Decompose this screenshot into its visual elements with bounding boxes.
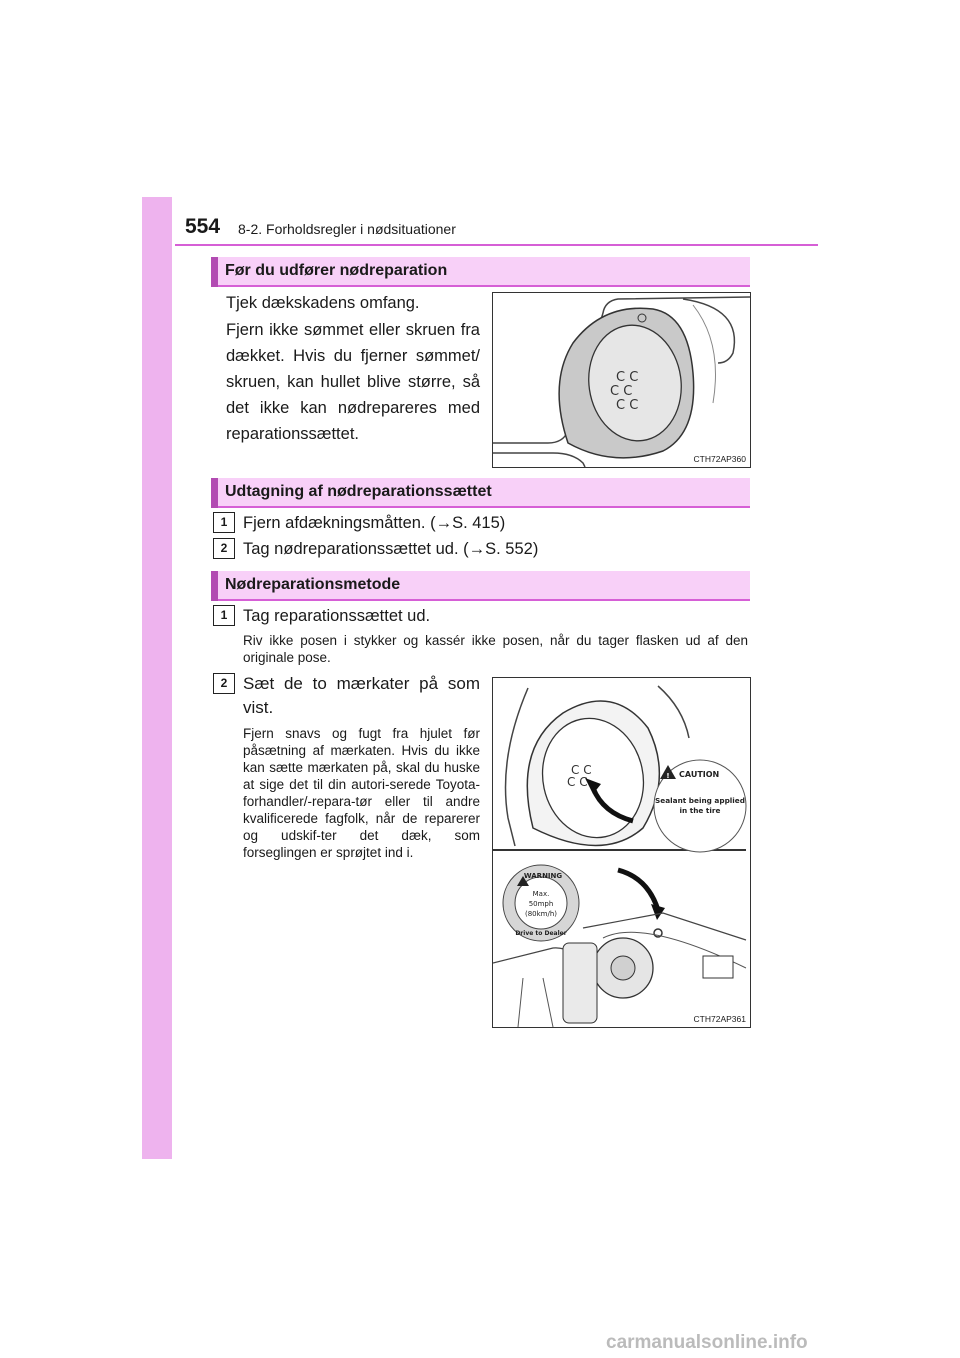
watermark: carmanualsonline.info	[606, 1332, 808, 1353]
chapter-title: 8-2. Forholdsregler i nødsituationer	[238, 221, 456, 237]
body-text: Fjern ikke sømmet eller skruen fra dækket. Hvis du fjerner sømmet/ skruen, kan hullet blive større, så det ikke kan nødrepareres med reparationssættet.	[226, 321, 480, 443]
step-text: Fjern afdækningsmåtten. (→S. 415)	[243, 514, 506, 532]
warning-line: Max.	[532, 890, 550, 898]
figure-code: CTH72AP361	[693, 1014, 746, 1024]
svg-text:C C: C C	[616, 398, 639, 413]
figure-code: CTH72AP360	[693, 454, 746, 464]
svg-text:C C: C C	[610, 384, 633, 399]
caution-line: Sealant being applied	[655, 796, 745, 805]
side-tab-bar	[142, 197, 172, 1159]
section-title: Udtagning af nødreparationssættet	[225, 483, 492, 500]
step-text: Sæt de to mærkater på som vist.	[243, 674, 480, 717]
header-rule	[175, 244, 818, 246]
svg-text:!: !	[666, 772, 670, 780]
step-note: Riv ikke posen i stykker og kassér ikke posen, når du tager flasken ud af den originale pose.	[243, 633, 748, 665]
sticker-illustration	[493, 678, 750, 1027]
step-number-box: 2	[213, 673, 235, 694]
intro-text: Tjek dækskadens omfang.	[226, 294, 420, 312]
caution-title: CAUTION	[679, 770, 720, 779]
step-number-box: 2	[213, 538, 235, 559]
section-heading-before-repair	[211, 257, 750, 287]
svg-text:C C: C C	[567, 775, 588, 789]
page-number: 554	[185, 215, 221, 238]
warning-title: WARNING	[523, 872, 563, 880]
caution-line: in the tire	[679, 806, 721, 815]
figure-spare-tire	[492, 292, 751, 468]
step-text: Tag nødreparationssættet ud. (→S. 552)	[243, 540, 539, 558]
section-title: Før du udfører nødreparation	[225, 262, 448, 279]
svg-text:C C: C C	[571, 763, 592, 777]
warning-line: (80km/h)	[524, 910, 558, 918]
step-number-box: 1	[213, 512, 235, 533]
step-number-box: 1	[213, 605, 235, 626]
warning-line: 50mph	[528, 900, 554, 908]
warning-footer: Drive to Dealer	[515, 930, 567, 937]
tire-illustration	[493, 293, 750, 467]
step-note: Fjern snavs og fugt fra hjulet før påsætning af mærkaten. Hvis du ikke kan sætte mærkaten på, skal du huske at sige det til din autori-serede Toyota-forhandler/-repara-tør eller til andre kvalificerede fagfolk, når de reparerer og udskif-ter det dæk, som forseglingen er sprøjtet ind i.	[243, 726, 480, 860]
section-title: Nødreparationsmetode	[225, 576, 401, 593]
figure-sticker-placement	[492, 677, 751, 1028]
section-heading-remove-kit	[211, 478, 750, 508]
svg-text:C C: C C	[616, 370, 639, 385]
section-heading-repair-method	[211, 571, 750, 601]
step-text: Tag reparationssættet ud.	[243, 607, 431, 625]
